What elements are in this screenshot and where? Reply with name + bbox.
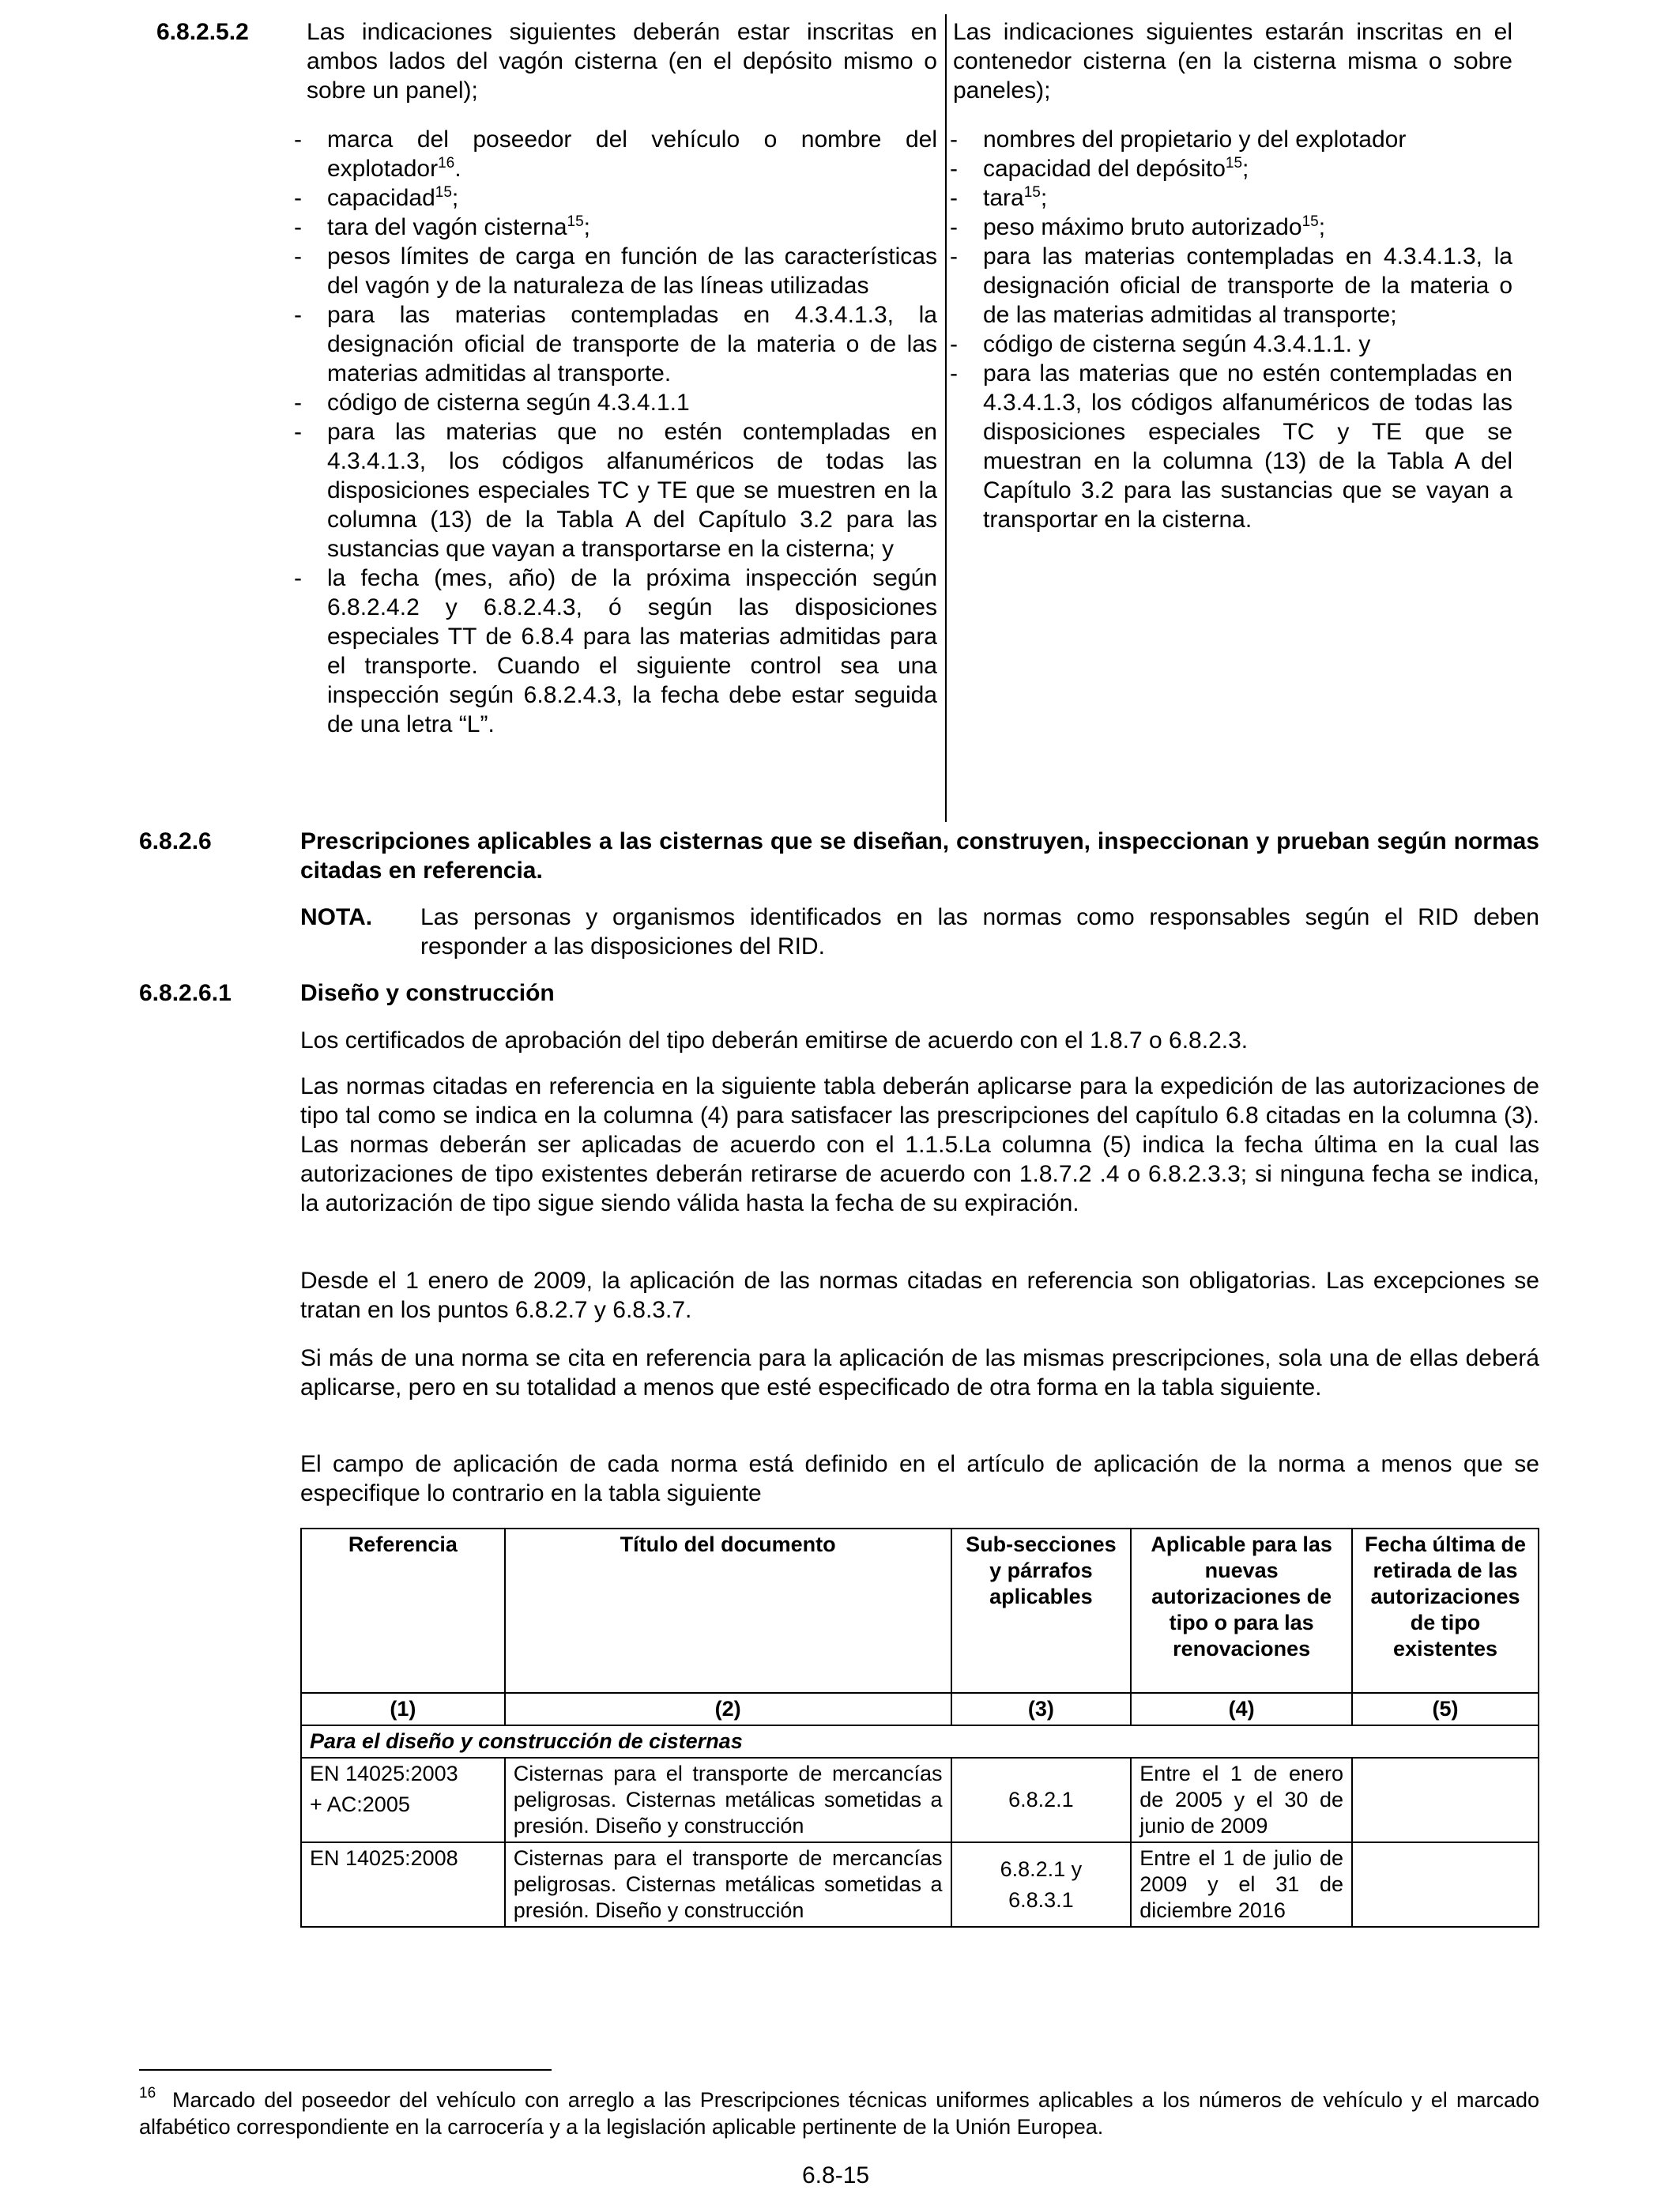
indication-text: nombres del propietario y del explotador [983, 126, 1407, 153]
indication-item [294, 125, 937, 183]
paragraph: Desde el 1 enero de 2009, la aplicación de las normas citadas en referencia son obligatorias. Las excepciones se tratan en los puntos 6.8.2.7 y 6.8.3.7. [300, 1268, 1539, 1323]
indication-punct: ; [451, 185, 459, 211]
indication-text: marca del poseedor del vehículo o nombre del explotador [327, 126, 937, 182]
indication-text: la fecha (mes, año) de la próxima inspección según 6.8.2.4.2 y 6.8.2.4.3, ó según las disposiciones especiales TT de 6.8.4 para las materias admitidas para el transporte. Cuando el siguiente control sea una inspección según 6.8.2.4.3, la fecha debe estar seguida de una letra “L”. [327, 565, 937, 737]
cell-subsections [951, 1758, 1132, 1842]
cell-title: Cisternas para el transporte de mercancías peligrosas. Cisternas metálicas sometidas a presión. Diseño y construcción [505, 1758, 951, 1842]
subsection-line: 6.8.2.1 y [1000, 1857, 1083, 1881]
indication-text: para las materias que no estén contempladas en 4.3.4.1.3, los códigos alfanuméricos de todas las disposiciones especiales TC y TE que se muestran en la columna (13) de la Tabla A del Capítulo 3.2 para las sustancias que se vayan a transportar en la cisterna. [983, 360, 1512, 533]
left-indication-list [294, 125, 937, 739]
section-number-6.8.2.5.2: 6.8.2.5.2 [156, 19, 249, 45]
cell-withdrawal [1352, 1842, 1539, 1927]
indication-text: para las materias que no estén contempladas en 4.3.4.1.3, los códigos alfanuméricos de todas las disposiciones especiales TC y TE que se muestren en la columna (13) de la Tabla A del Capítulo 3.2 para las sustancias que vayan a transportarse en la cisterna; y [327, 419, 937, 562]
cell-subsections [951, 1842, 1132, 1927]
indication-item [950, 330, 1512, 359]
page-number: 6.8-15 [802, 2162, 870, 2188]
paragraph: Si más de una norma se cita en referencia para la aplicación de las mismas prescripciones, sola una de ellas deberá aplicarse, pero en su totalidad a menos que esté especificado de otra forma en la tabla siguiente. [300, 1345, 1539, 1400]
header-subsecciones: Sub-secciones y párrafos aplicables [951, 1529, 1132, 1693]
indication-text: pesos límites de carga en función de las características del vagón y de la naturaleza de las líneas utilizadas [327, 243, 937, 299]
table-header-row [301, 1529, 1539, 1693]
indication-item [950, 213, 1512, 242]
right-intro: Las indicaciones siguientes estarán inscritas en el contenedor cisterna (en la cisterna misma o sobre paneles); [953, 19, 1512, 104]
reference-line: EN 14025:2003 [310, 1762, 458, 1785]
column-divider [945, 14, 947, 822]
cell-title: Cisternas para el transporte de mercancías peligrosas. Cisternas metálicas sometidas a presión. Diseño y construcción [505, 1842, 951, 1927]
indication-item [950, 125, 1512, 154]
indication-item [950, 242, 1512, 330]
nota-label: NOTA. [300, 904, 373, 930]
paragraph: Las normas citadas en referencia en la siguiente tabla deberán aplicarse para la expedición de las autorizaciones de tipo tal como se indica en la columna (4) para satisfacer las prescripciones del capítulo 6.8 citadas en la columna (3). Las normas deberán ser aplicadas de acuerdo con el 1.1.5.La columna (5) indica la fecha última en la cual las autorizaciones de tipo existentes deberán retirarse de acuerdo con 1.8.7.2 .4 o 6.8.2.3.3; si ninguna fecha se indica, la autorización de tipo sigue siendo válida hasta la fecha de su expiración. [300, 1073, 1539, 1216]
reference-line: EN 14025:2008 [310, 1846, 458, 1870]
subsection-line: 6.8.3.1 [1008, 1887, 1074, 1912]
indication-text: tara [983, 185, 1024, 211]
footnote [139, 2087, 1539, 2140]
footnote-ref: 15 [435, 184, 452, 201]
section-title-6.8.2.6.1: Diseño y construcción [300, 980, 555, 1006]
table-section-row [301, 1725, 1539, 1758]
table-row [301, 1758, 1539, 1842]
col-number: (5) [1352, 1693, 1539, 1725]
footnote-text: Marcado del poseedor del vehículo con arreglo a las Prescripciones técnicas uniformes aplicables a los números de vehículo y el marcado alfabético correspondiente en la carrocería y a la legislación aplicable pertinente de la Unión Europea. [139, 2088, 1539, 2139]
header-referencia: Referencia [301, 1529, 505, 1693]
paragraph: El campo de aplicación de cada norma está definido en el artículo de aplicación de la norma a menos que se especifique lo contrario en la tabla siguiente [300, 1451, 1539, 1506]
col-number: (3) [951, 1693, 1132, 1725]
indication-item [294, 388, 937, 417]
indication-item [294, 183, 937, 213]
right-indication-list [950, 125, 1512, 534]
footnote-ref: 15 [1023, 184, 1041, 201]
indication-item [294, 242, 937, 300]
header-aplicable: Aplicable para las nuevas autorizaciones de tipo o para las renovaciones [1131, 1529, 1352, 1693]
col-number: (4) [1131, 1693, 1352, 1725]
col-number: (1) [301, 1693, 505, 1725]
indication-item [294, 417, 937, 564]
footnote-number: 16 [139, 2085, 156, 2102]
indication-item [950, 183, 1512, 213]
header-fecha-retirada: Fecha última de retirada de las autorizaciones de tipo existentes [1352, 1529, 1539, 1693]
nota-text: Las personas y organismos identificados en las normas como responsables según el RID deben responder a las disposiciones del RID. [420, 904, 1539, 959]
indication-text: para las materias contempladas en 4.3.4.1.3, la designación oficial de transporte de la materia o de las materias admitidas al transporte; [983, 243, 1512, 328]
table-section-title: Para el diseño y construcción de cisternas [301, 1725, 1539, 1758]
footnote-ref: 15 [567, 213, 584, 230]
standards-table [300, 1528, 1539, 1928]
footnote-ref: 15 [1225, 155, 1243, 172]
indication-text: código de cisterna según 4.3.4.1.1 [327, 390, 690, 416]
indication-item [294, 300, 937, 388]
cell-reference [301, 1842, 505, 1927]
indication-text: para las materias contempladas en 4.3.4.1.3, la designación oficial de transporte de la materia o de las materias admitidas al transporte. [327, 302, 937, 386]
reference-line: + AC:2005 [310, 1793, 410, 1816]
indication-text: capacidad del depósito [983, 156, 1226, 182]
indication-item [950, 154, 1512, 183]
footnote-separator [139, 2069, 552, 2071]
left-intro: Las indicaciones siguientes deberán estar inscritas en ambos lados del vagón cisterna (en el depósito mismo o sobre un panel); [307, 19, 937, 104]
indication-punct: ; [1318, 214, 1326, 240]
indication-punct: . [454, 156, 461, 182]
section-title-6.8.2.6: Prescripciones aplicables a las cisternas que se diseñan, construyen, inspeccionan y prueban según normas citadas en referencia. [300, 828, 1539, 884]
section-number-6.8.2.6: 6.8.2.6 [139, 828, 212, 854]
header-titulo: Título del documento [505, 1529, 951, 1693]
indication-item [950, 359, 1512, 534]
indication-text: código de cisterna según 4.3.4.1.1. y [983, 331, 1371, 357]
indication-text: capacidad [327, 185, 435, 211]
indication-punct: ; [1242, 156, 1249, 182]
indication-item [294, 213, 937, 242]
section-number-6.8.2.6.1: 6.8.2.6.1 [139, 980, 232, 1006]
subsection-line: 6.8.2.1 [1008, 1788, 1074, 1811]
indication-text: tara del vagón cisterna [327, 214, 567, 240]
indication-punct: ; [1040, 185, 1048, 211]
cell-withdrawal [1352, 1758, 1539, 1842]
table-row [301, 1842, 1539, 1927]
column-number-row [301, 1693, 1539, 1725]
paragraph: Los certificados de aprobación del tipo deberán emitirse de acuerdo con el 1.8.7 o 6.8.2.3. [300, 1027, 1249, 1054]
cell-applicable: Entre el 1 de julio de 2009 y el 31 de diciembre 2016 [1131, 1842, 1352, 1927]
indication-punct: ; [583, 214, 590, 240]
indication-text: peso máximo bruto autorizado [983, 214, 1302, 240]
indication-item [294, 564, 937, 739]
col-number: (2) [505, 1693, 951, 1725]
footnote-ref: 15 [1301, 213, 1319, 230]
cell-applicable: Entre el 1 de enero de 2005 y el 30 de junio de 2009 [1131, 1758, 1352, 1842]
cell-reference [301, 1758, 505, 1842]
footnote-ref: 16 [438, 155, 455, 172]
